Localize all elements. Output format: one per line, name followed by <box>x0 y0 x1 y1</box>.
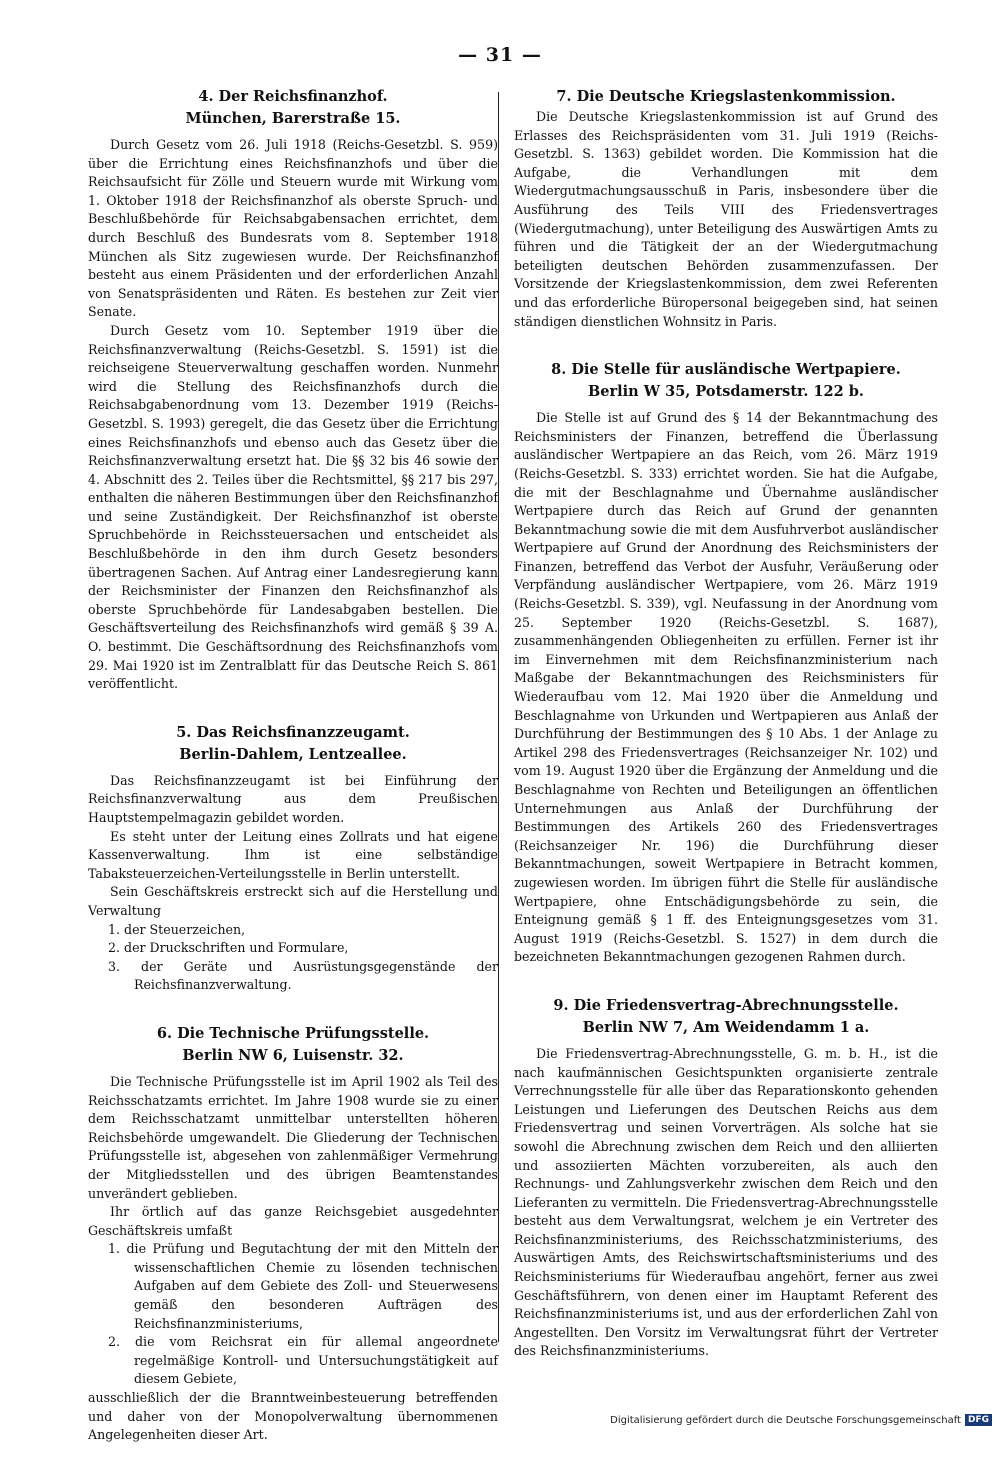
right-column <box>514 86 938 1389</box>
section-heading: 9. Die Friedensvertrag-Abrechnungsstelle. <box>553 996 899 1014</box>
list-item: 1. der Steuerzeichen, <box>108 921 246 937</box>
list-item: 3. der Geräte und Ausrüstungsgegenstände der Reichsfinanzverwaltung. <box>108 958 498 993</box>
column-rule <box>498 92 499 1342</box>
credit-text: Digitalisierung gefördert durch die Deutsche Forschungsgemeinschaft <box>610 1414 961 1426</box>
paragraph: Die Friedensvertrag-Abrechnungsstelle, G. m. b. H., ist die nach kaufmännischen Gesichtspunkten organisierte zentrale Verrechnungsstelle für alle über das Reparationskonto gehenden Leistungen und Lieferungen des Deutschen Reichs aus dem Friedensvertrag und seinen Vorverträgen. Als solche hat sie sowohl die Abrechnung zwischen dem Reich und den alliierten und assoziierten Mächten vorzubereiten, als auch den Rechnungs- und Zahlungsverkehr zwischen dem Reich und den Lieferanten zu vermitteln. Die Friedensvertrag-Abrechnungsstelle besteht aus dem Verwaltungsrat, welchem je ein Vertreter des Reichsfinanzministeriums, des Reichsschatzministeriums, des Auswärtigen Amts, des Reichswirtschaftsministeriums und des Reichsministeriums für Wiederaufbau angehört, ferner aus zwei Geschäftsführern, von denen einer im Hauptamt Referent des Reichsfinanzministeriums ist, und aus der erforderlichen Zahl von Angestellten. Den Vorsitz im Verwaltungsrat führt der Vertreter des Reichsfinanzministeriums. <box>514 1045 938 1359</box>
section-address: Berlin NW 7, Am Weidendamm 1 a. <box>582 1018 870 1036</box>
section-heading: 4. Der Reichsfinanzhof. <box>198 88 388 105</box>
paragraph: Durch Gesetz vom 26. Juli 1918 (Reichs-Gesetzbl. S. 959) über die Errichtung eines Reichsfinanzhofs und über die Reichsaufsicht für Zölle und Steuern wurde mit Wirkung vom 1. Oktober 1918 der Reichsfinanzhof als oberste Spruch- und Beschlußbehörde für Reichsabgabensachen errichtet, dem durch Beschluß des Bundesrats vom 8. September 1918 München als Sitz zugewiesen wurde. Der Reichsfinanzhof besteht aus einem Präsidenten und der erforderlichen Anzahl von Senatspräsidenten und Räten. Es bestehen zur Zeit vier Senate. <box>88 137 498 320</box>
section-heading: 8. Die Stelle für ausländische Wertpapiere. <box>551 361 901 379</box>
section-heading: 6. Die Technische Prüfungsstelle. <box>156 1024 430 1042</box>
paragraph: Ihr örtlich auf das ganze Reichsgebiet ausgedehnter Geschäftskreis umfaßt <box>88 1204 498 1238</box>
paragraph: Die Technische Prüfungsstelle ist im April 1902 als Teil des Reichsschatzamts errichtet. Im Jahre 1908 wurde sie zu einer dem Reichsschatzamt unmittelbar unterstellten höheren Reichsbehörde umgewandelt. Die Gliederung der Technischen Prüfungsstelle ist, abgesehen von zahlenmäßiger Vermehrung der Mitgliedsstellen und des übrigen Beamtenstandes unverändert geblieben. <box>88 1073 498 1201</box>
enumerated-list <box>88 921 498 995</box>
paragraph: Die Stelle ist auf Grund des § 14 der Bekanntmachung des Reichsministers der Finanzen, betreffend die Überlassung ausländischer Wertpapiere an das Reich, vom 26. März 1919 (Reichs-Gesetzbl. S. 333) errichtet worden. Sie hat die Aufgabe, die mit der Beschlagnahme und Übernahme ausländischer Wertpapiere durch das Reich auf Grund der genannten Bekanntmachung sowie die mit dem Ausfuhrverbot ausländischer Wertpapiere auf Grund der Anordnung des Reichsministers der Finanzen, betreffend das Verbot der Ausfuhr, Veräußerung oder Verpfändung ausländischer Wertpapiere, vom 26. März 1919 (Reichs-Gesetzbl. S. 339), vgl. Neufassung in der Anordnung vom 25. September 1920 (Reichs-Gesetzbl. S. 1687), zusammenhängenden Obliegenheiten zu erfüllen. Ferner ist ihr im Einvernehmen mit dem Reichsfinanzministerium nach Maßgabe der Bekanntmachungen des Reichsministers für Wiederaufbau vom 12. Mai 1920 über die Anmeldung und Beschlagnahme von Urkunden und Wertpapieren aus Anlaß der Durchführung der Bestimmungen des § 10 Abs. 1 der Anlage zu Artikel 298 des Friedensvertrages (Reichsanzeiger Nr. 102) und vom 19. August 1920 über die Ergänzung der Anmeldung und die Beschlagnahme von Rechten und Beteiligungen an öffentlichen Unternehmungen aus Anlaß der Durchführung der Bestimmungen des Artikels 260 des Friedensvertrages (Reichsanzeiger Nr. 196) die Durchführung dieser Bekanntmachungen, soweit Wertpapiere in Betracht kommen, zugewiesen worden. Im übrigen führt die Stelle für ausländische Wertpapiere, ohne Entschädigungsbehörde zu sein, die Enteignung gemäß § 1 ff. des Enteignungsgesetzes vom 31. August 1919 (Reichs-Gesetzbl. S. 1527) in dem durch die bezeichneten Bekanntmachungen gezogenen Rahmen durch. <box>514 410 938 965</box>
section-address: Berlin W 35, Potsdamerstr. 122 b. <box>588 383 864 401</box>
section-heading: 5. Das Reichsfinanzzeugamt. <box>176 723 410 741</box>
paragraph: ausschließlich der die Branntweinbesteuerung betreffenden und daher von der Monopolverwaltung übernommenen Angelegenheiten dieser Art. <box>88 1390 498 1443</box>
section-kriegslastenkommission <box>514 86 938 331</box>
section-heading: 7. Die Deutsche Kriegslastenkommission. <box>556 88 896 105</box>
digitization-credit <box>610 1414 992 1426</box>
list-item: 2. die vom Reichsrat ein für allemal angeordnete regelmäßige Kontroll- und Untersuchungstätigkeit auf diesem Gebiete, <box>108 1334 498 1387</box>
section-reichsfinanzzeugamt <box>88 722 498 995</box>
list-item: 2. der Druckschriften und Formulare, <box>108 940 349 956</box>
section-auslaendische-wertpapiere <box>514 359 938 967</box>
page-number: — 31 — <box>458 44 542 66</box>
paragraph: Die Deutsche Kriegslastenkommission ist auf Grund des Erlasses des Reichspräsidenten vom 31. Juli 1919 (Reichs-Gesetzbl. S. 1363) gebildet worden. Die Kommission hat die Aufgabe, die Verhandlungen mit dem Wiedergutmachungsausschuß in Paris, insbesondere über die Ausführung des Teils VIII des Friedensvertrages (Wiedergutmachung), unter Beteiligung des Auswärtigen Amts zu führen und die Tätigkeit der an der Wiedergutmachung beteiligten deutschen Behörden zusammenzufassen. Der Vorsitzende der Kriegslastenkommission, dem zwei Referenten und das erforderliche Büropersonal beigegeben sind, hat seinen ständigen dienstlichen Wohnsitz in Paris. <box>514 109 938 329</box>
paragraph: Das Reichsfinanzzeugamt ist bei Einführung der Reichsfinanzverwaltung aus dem Preußischen Hauptstempelmagazin gebildet worden. <box>88 772 498 825</box>
enumerated-list <box>88 1240 498 1389</box>
section-address: Berlin-Dahlem, Lentzeallee. <box>179 745 407 763</box>
paragraph: Sein Geschäftskreis erstreckt sich auf die Herstellung und Verwaltung <box>88 884 498 918</box>
dfg-logo-icon: DFG <box>965 1414 992 1426</box>
left-column <box>88 86 498 1473</box>
section-friedensvertrag-abrechnungsstelle <box>514 995 938 1361</box>
paragraph: Durch Gesetz vom 10. September 1919 über die Reichsfinanzverwaltung (Reichs-Gesetzbl. S. 1591) ist die reichseigene Steuerverwaltung geschaffen worden. Nunmehr wird die Stellung des Reichsfinanzhofs durch die Reichsabgabenordnung vom 13. Dezember 1919 (Reichs-Gesetzbl. S. 1993) geregelt, die das Gesetz über die Errichtung eines Reichsfinanzhofs und ebenso auch das Gesetz über die Reichsfinanzverwaltung ersetzt hat. Die §§ 32 bis 46 sowie der 4. Abschnitt des 2. Teiles über die Rechtsmittel, §§ 217 bis 297, enthalten die näheren Bestimmungen über den Reichsfinanzhof und seine Zuständigkeit. Der Reichsfinanzhof ist oberste Spruchbehörde in Reichssteuersachen und entscheidet als Beschlußbehörde in den ihm durch Gesetz besonders übertragenen Sachen. Auf Antrag einer Landesregierung kann der Reichsminister der Finanzen den Reichsfinanzhof als oberste Spruchbehörde für Landesabgaben bestellen. Die Geschäftsverteilung des Reichsfinanzhofs wird gemäß § 39 A. O. bestimmt. Die Geschäftsordnung des Reichsfinanzhofs vom 29. Mai 1920 ist im Zentralblatt für das Deutsche Reich S. 861 veröffentlicht. <box>88 322 498 692</box>
section-reichsfinanzhof <box>88 86 498 694</box>
paragraph: Es steht unter der Leitung eines Zollrats und hat eigene Kassenverwaltung. Ihm ist eine selbständige Tabaksteuerzeichen-Verteilungsstelle in Berlin unterstellt. <box>88 828 498 881</box>
section-technische-pruefungsstelle <box>88 1023 498 1445</box>
section-address: Berlin NW 6, Luisenstr. 32. <box>182 1046 404 1064</box>
section-address: München, Barerstraße 15. <box>185 110 401 127</box>
list-item: 1. die Prüfung und Begutachtung der mit den Mitteln der wissenschaftlichen Chemie zu lösenden technischen Aufgaben auf dem Gebiete des Zoll- und Steuerwesens gemäß den besonderen Aufträgen des Reichsfinanzministeriums, <box>108 1241 498 1331</box>
